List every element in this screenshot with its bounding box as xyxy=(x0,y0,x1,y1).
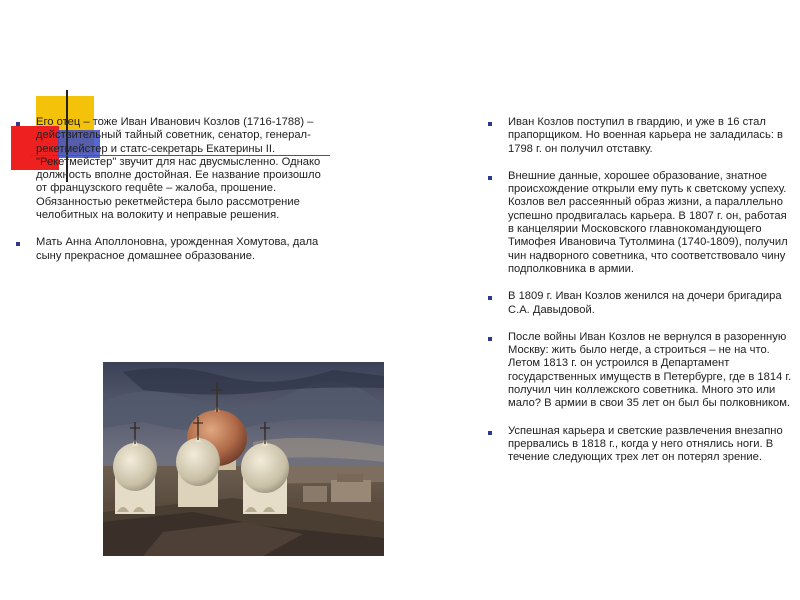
paragraph-illness: Успешная карьера и светские развлечения внезапно прервались в 1818 г., когда у него отнялись ноги. В течение следующих трех лет он потерял зрение. xyxy=(508,424,783,464)
bullet-item xyxy=(486,331,792,411)
bullet-item xyxy=(486,170,792,276)
bullet-icon xyxy=(488,337,492,341)
right-text-column xyxy=(486,116,792,479)
bullet-item xyxy=(486,116,792,156)
bullet-item xyxy=(14,236,326,263)
left-text-column xyxy=(14,116,326,277)
bullet-item xyxy=(14,116,326,222)
paragraph-after-war: После войны Иван Козлов не вернулся в разоренную Москву: жить было негде, а строиться – не на что. Летом 1813 г. он устроился в Департамент государственных имуществ в Петербурге, где в 1814 г. получил чин коллежского советника. Много это или мало? В армии в свои 35 лет он был бы полковником. xyxy=(508,330,792,410)
bullet-icon xyxy=(488,176,492,180)
bullet-icon xyxy=(488,431,492,435)
painting-kremlin-domes xyxy=(103,362,384,556)
bullet-item xyxy=(486,425,792,465)
paragraph-guard-service: Иван Козлов поступил в гвардию, и уже в 16 стал прапорщиком. Но военная карьера не заладилась: в 1798 г. он получил отставку. xyxy=(508,116,783,155)
bullet-icon xyxy=(16,122,20,126)
painting-illustration xyxy=(103,362,384,556)
paragraph-father: Его отец – тоже Иван Иванович Козлов (1716-1788) – действительный тайный советник, сенатор, генерал-рекетмейстер и статс-секретарь Екатерины II. "Рекетмейстер" звучит для нас двусмысленно. Однако должность вполне достойная. Ее название произошло от французского requête – жалоба, прошение. Обязанностью рекетмейстера было рассмотрение челобитных на волокиту и неправые решения. xyxy=(36,116,321,222)
paragraph-marriage: В 1809 г. Иван Козлов женился на дочери бригадира С.А. Давыдовой. xyxy=(508,290,782,316)
paragraph-career: Внешние данные, хорошее образование, знатное происхождение открыли ему путь к светскому успеху. Козлов вел рассеянный образ жизни, а параллельно успешно продвигалась карьера. В 1807 г. он, работая в канцелярии Московского главнокомандующего Тимофея Ивановича Тутолмина (1740-1809), получил чин надворного советника, что соответствовало чину подполковника в армии. xyxy=(508,169,788,275)
bullet-icon xyxy=(16,242,20,246)
bullet-icon xyxy=(488,296,492,300)
paragraph-mother: Мать Анна Аполлоновна, урожденная Хомутова, дала сыну прекрасное домашнее образование. xyxy=(36,236,319,262)
bullet-icon xyxy=(488,122,492,126)
bullet-item xyxy=(486,290,792,317)
